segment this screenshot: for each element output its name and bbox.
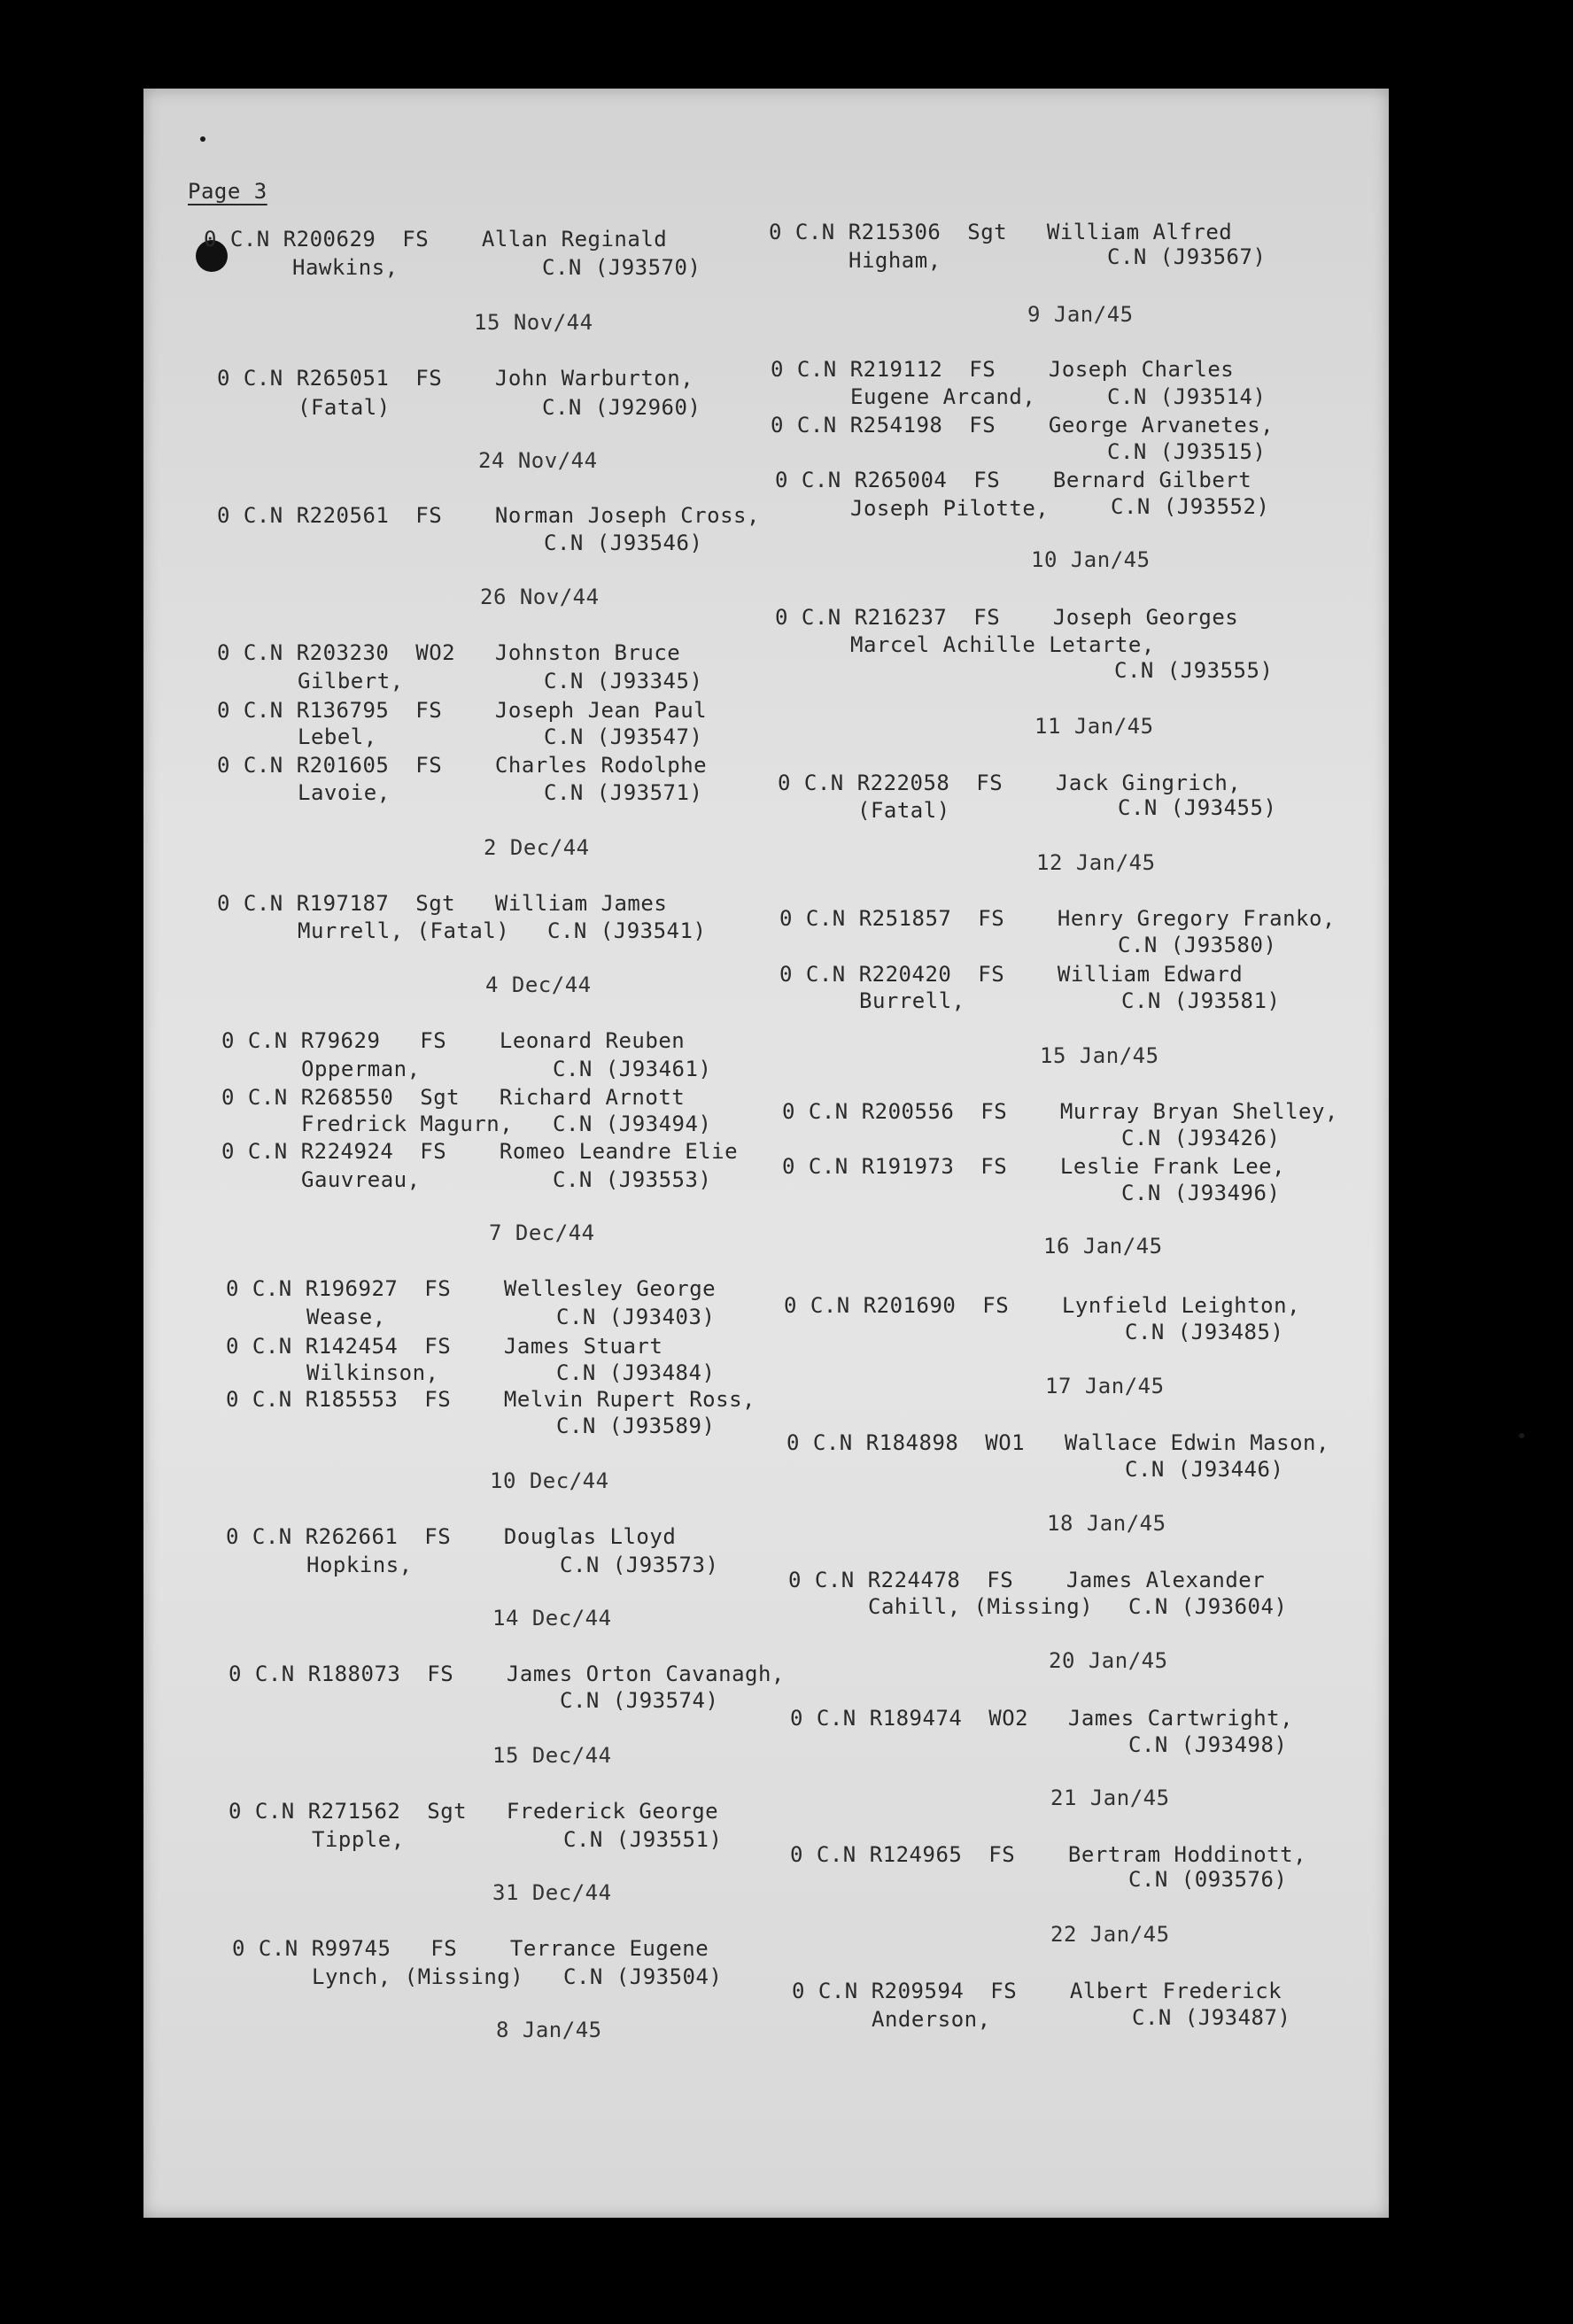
date-heading: 31 Dec/44 xyxy=(492,1880,612,1905)
entry-line: C.N (J93570) xyxy=(542,255,701,280)
entry-line: 0 C.N R196927 FS Wellesley George xyxy=(226,1276,717,1301)
date-heading: 11 Jan/45 xyxy=(1034,714,1154,739)
entry-line: 0 C.N R222058 FS Jack Gingrich, xyxy=(778,771,1242,795)
entry-line: 0 C.N R142454 FS James Stuart xyxy=(226,1334,663,1359)
entry-line: (Fatal) xyxy=(298,395,391,420)
entry-line: 0 C.N R215306 Sgt William Alfred xyxy=(769,220,1233,244)
entry-line: 0 C.N R216237 FS Joseph Georges xyxy=(775,605,1239,630)
date-heading: 24 Nov/44 xyxy=(478,448,598,473)
entry-line: 0 C.N R251857 FS Henry Gregory Franko, xyxy=(779,906,1336,931)
entry-line: 0 C.N R191973 FS Leslie Frank Lee, xyxy=(782,1154,1286,1179)
date-heading: 7 Dec/44 xyxy=(489,1220,595,1245)
entry-line: 0 C.N R99745 FS Terrance Eugene xyxy=(232,1936,709,1961)
entry-line: 0 C.N R201605 FS Charles Rodolphe xyxy=(217,753,708,778)
entry-line: Gauvreau, xyxy=(301,1167,421,1192)
entry-line: C.N (J93573) xyxy=(560,1553,719,1577)
entry-line: C.N (J93551) xyxy=(563,1827,723,1852)
entry-line: C.N (J93498) xyxy=(1128,1732,1288,1757)
date-heading: 21 Jan/45 xyxy=(1050,1786,1170,1810)
ink-speck xyxy=(200,136,205,142)
date-heading: 2 Dec/44 xyxy=(484,835,590,860)
entry-line: C.N (J93485) xyxy=(1125,1320,1284,1344)
entry-line: C.N (J93461) xyxy=(553,1057,712,1081)
entry-line: Anderson, xyxy=(872,2007,991,2032)
date-heading: 16 Jan/45 xyxy=(1043,1234,1163,1259)
entry-line: C.N (J93514) xyxy=(1107,384,1267,409)
entry-line: C.N (J93552) xyxy=(1111,494,1270,519)
entry-line: 0 C.N R203230 WO2 Johnston Bruce xyxy=(217,640,681,665)
entry-line: C.N (093576) xyxy=(1128,1867,1288,1892)
entry-line: Hawkins, xyxy=(292,255,399,280)
entry-line: C.N (J93496) xyxy=(1121,1181,1281,1205)
entry-line: 0 C.N R201690 FS Lynfield Leighton, xyxy=(784,1293,1301,1318)
entry-line: 0 C.N R197187 Sgt William James xyxy=(217,891,668,916)
entry-line: 0 C.N R200556 FS Murray Bryan Shelley, xyxy=(782,1099,1338,1124)
entry-line: Murrell, (Fatal) xyxy=(298,918,510,943)
entry-line: C.N (J93555) xyxy=(1114,658,1274,683)
entry-line: (Fatal) xyxy=(857,798,950,823)
entry-line: 0 C.N R189474 WO2 James Cartwright, xyxy=(790,1706,1294,1731)
entry-line: C.N (J93345) xyxy=(544,669,703,693)
entry-line: Burrell, xyxy=(859,988,965,1013)
date-heading: 22 Jan/45 xyxy=(1050,1922,1170,1947)
entry-line: C.N (J93484) xyxy=(556,1360,716,1385)
entry-line: 0 C.N R124965 FS Bertram Hoddinott, xyxy=(790,1842,1307,1867)
entry-line: C.N (J93581) xyxy=(1121,988,1281,1013)
entry-line: 0 C.N R268550 Sgt Richard Arnott xyxy=(221,1085,686,1110)
entry-line: 0 C.N R265004 FS Bernard Gilbert xyxy=(775,468,1252,492)
entry-line: C.N (J93553) xyxy=(553,1167,712,1192)
entry-line: C.N (J93546) xyxy=(544,531,703,555)
entry-line: C.N (J93494) xyxy=(553,1112,712,1136)
date-heading: 10 Jan/45 xyxy=(1031,547,1151,572)
entry-line: Hopkins, xyxy=(306,1553,413,1577)
date-heading: 8 Jan/45 xyxy=(496,2018,602,2042)
entry-line: C.N (J93574) xyxy=(560,1688,719,1713)
entry-line: C.N (J93403) xyxy=(556,1305,716,1329)
entry-line: Lynch, (Missing) xyxy=(312,1964,524,1989)
entry-line: 0 C.N R220561 FS Norman Joseph Cross, xyxy=(217,503,760,528)
entry-line: 0 C.N R79629 FS Leonard Reuben xyxy=(221,1028,686,1053)
entry-line: 0 C.N R220420 FS William Edward xyxy=(779,962,1244,987)
date-heading: 12 Jan/45 xyxy=(1036,850,1156,875)
entry-line: Lebel, xyxy=(298,724,377,749)
ink-speck xyxy=(1519,1433,1524,1438)
entry-line: 0 C.N R224924 FS Romeo Leandre Elie xyxy=(221,1139,739,1164)
entry-line: Lavoie, xyxy=(298,780,391,805)
entry-line: C.N (J92960) xyxy=(542,395,701,420)
entry-line: Marcel Achille Letarte, xyxy=(850,632,1155,657)
entry-line: C.N (J93589) xyxy=(556,1414,716,1438)
entry-line: C.N (J93487) xyxy=(1132,2005,1291,2030)
entry-line: Tipple, xyxy=(312,1827,405,1852)
date-heading: 15 Nov/44 xyxy=(474,310,593,335)
entry-line: C.N (J93571) xyxy=(544,780,703,805)
entry-line: 0 C.N R136795 FS Joseph Jean Paul xyxy=(217,698,708,723)
entry-line: C.N (J93541) xyxy=(547,918,707,943)
entry-line: C.N (J93504) xyxy=(563,1964,723,1989)
entry-line: Fredrick Magurn, xyxy=(301,1112,514,1136)
entry-line: C.N (J93446) xyxy=(1125,1457,1284,1482)
entry-line: Gilbert, xyxy=(298,669,404,693)
entry-line: C.N (J93426) xyxy=(1121,1126,1281,1150)
entry-line: C.N (J93580) xyxy=(1118,933,1277,957)
date-heading: 14 Dec/44 xyxy=(492,1606,612,1631)
entry-line: Opperman, xyxy=(301,1057,421,1081)
date-heading: 20 Jan/45 xyxy=(1049,1648,1168,1673)
page-title: Page 3 xyxy=(188,179,267,204)
entry-line: 0 C.N R224478 FS James Alexander xyxy=(788,1568,1266,1592)
entry-line: 0 C.N R209594 FS Albert Frederick xyxy=(792,1979,1282,2003)
entry-line: 0 C.N R200629 FS Allan Reginald xyxy=(204,227,668,252)
entry-line: C.N (J93567) xyxy=(1107,244,1267,269)
entry-line: 0 C.N R254198 FS George Arvanetes, xyxy=(771,413,1275,438)
entry-line: Eugene Arcand, xyxy=(850,384,1036,409)
entry-line: 0 C.N R265051 FS John Warburton, xyxy=(217,366,694,391)
entry-line: C.N (J93515) xyxy=(1107,439,1267,464)
date-heading: 18 Jan/45 xyxy=(1047,1511,1166,1536)
entry-line: 0 C.N R262661 FS Douglas Lloyd xyxy=(226,1524,677,1549)
date-heading: 10 Dec/44 xyxy=(490,1468,609,1493)
date-heading: 4 Dec/44 xyxy=(485,972,592,997)
entry-line: Higham, xyxy=(848,248,941,273)
entry-line: 0 C.N R184898 WO1 Wallace Edwin Mason, xyxy=(786,1430,1329,1455)
date-heading: 9 Jan/45 xyxy=(1027,302,1134,327)
entry-line: C.N (J93547) xyxy=(544,724,703,749)
date-heading: 17 Jan/45 xyxy=(1045,1374,1165,1398)
entry-line: Joseph Pilotte, xyxy=(850,496,1050,521)
date-heading: 15 Dec/44 xyxy=(492,1743,612,1768)
date-heading: 26 Nov/44 xyxy=(480,585,600,609)
entry-line: C.N (J93455) xyxy=(1118,795,1277,820)
entry-line: Cahill, (Missing) xyxy=(868,1594,1094,1619)
entry-line: 0 C.N R271562 Sgt Frederick George xyxy=(229,1799,719,1824)
entry-line: Wease, xyxy=(306,1305,386,1329)
entry-line: Wilkinson, xyxy=(306,1360,439,1385)
entry-line: C.N (J93604) xyxy=(1128,1594,1288,1619)
entry-line: 0 C.N R185553 FS Melvin Rupert Ross, xyxy=(226,1387,756,1412)
date-heading: 15 Jan/45 xyxy=(1040,1043,1159,1068)
entry-line: 0 C.N R188073 FS James Orton Cavanagh, xyxy=(229,1662,785,1686)
entry-line: 0 C.N R219112 FS Joseph Charles xyxy=(771,357,1235,382)
